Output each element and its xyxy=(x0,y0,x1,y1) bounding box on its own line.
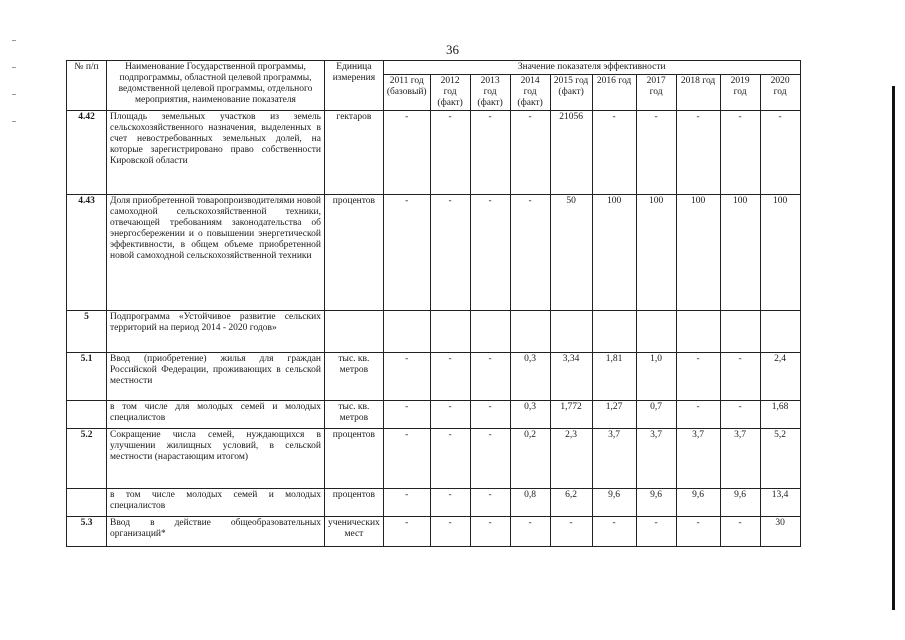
value-cell: - xyxy=(383,401,430,429)
value-cell: 13,4 xyxy=(760,489,800,517)
value-cell: - xyxy=(592,111,636,195)
value-cell: 0,2 xyxy=(510,429,550,489)
value-cell: - xyxy=(720,353,760,401)
value-cell: 100 xyxy=(760,195,800,311)
value-cell: - xyxy=(430,429,470,489)
value-cell: - xyxy=(470,401,510,429)
value-cell: - xyxy=(383,195,430,311)
header-year: 2015 год (факт) xyxy=(550,75,592,111)
row-number: 4.43 xyxy=(67,195,107,311)
unit: тыс. кв. метров xyxy=(325,353,384,401)
header-unit: Единица измерения xyxy=(325,61,384,111)
value-cell: - xyxy=(510,111,550,195)
table-row xyxy=(67,429,801,489)
value-cell: 50 xyxy=(550,195,592,311)
header-year: 2013 год (факт) xyxy=(470,75,510,111)
header-year: 2018 год xyxy=(676,75,720,111)
value-cell: 100 xyxy=(592,195,636,311)
value-cell: - xyxy=(550,517,592,547)
row-number: 4.42 xyxy=(67,111,107,195)
value-cell xyxy=(636,311,676,353)
value-cell: - xyxy=(676,517,720,547)
unit: ученических мест xyxy=(325,517,384,547)
indicator-name: Подпрограмма «Устойчивое развитие сельских территорий на период 2014 - 2020 годов» xyxy=(107,311,325,353)
value-cell xyxy=(470,311,510,353)
table-row xyxy=(67,111,801,195)
value-cell: 3,7 xyxy=(636,429,676,489)
value-cell: - xyxy=(430,517,470,547)
value-cell: - xyxy=(676,353,720,401)
margin-marks xyxy=(12,40,18,150)
value-cell: 3,7 xyxy=(592,429,636,489)
value-cell xyxy=(430,311,470,353)
value-cell: 100 xyxy=(720,195,760,311)
value-cell: - xyxy=(430,111,470,195)
value-cell: - xyxy=(383,517,430,547)
value-cell: - xyxy=(430,401,470,429)
value-cell: 3,7 xyxy=(720,429,760,489)
header-no: № п/п xyxy=(67,61,107,111)
unit: гектаров xyxy=(325,111,384,195)
value-cell: 0,8 xyxy=(510,489,550,517)
row-number: 5.3 xyxy=(67,517,107,547)
value-cell xyxy=(720,311,760,353)
value-cell: 3,7 xyxy=(676,429,720,489)
page-number: 36 xyxy=(446,42,459,57)
value-cell: - xyxy=(676,401,720,429)
table-row xyxy=(67,195,801,311)
header-year: 2011 год (базовый) xyxy=(383,75,430,111)
value-cell xyxy=(550,311,592,353)
header-row-1 xyxy=(67,61,801,75)
unit: тыс. кв. метров xyxy=(325,401,384,429)
indicator-name: Доля приобретенной товаропроизводителями новой самоходной сельскохозяйственной техники, отвечающей требованиям законодательства об энергосбережении и о повышении энергетической эффективности, в общем объеме приобретенной новой самоходной сельскохозяйственной техники xyxy=(107,195,325,311)
value-cell: - xyxy=(720,401,760,429)
table-row xyxy=(67,517,801,547)
value-cell: - xyxy=(592,517,636,547)
value-cell: 9,6 xyxy=(720,489,760,517)
value-cell: 5,2 xyxy=(760,429,800,489)
value-cell: 1,81 xyxy=(592,353,636,401)
value-cell: 6,2 xyxy=(550,489,592,517)
header-year: 2019 год xyxy=(720,75,760,111)
indicator-name: в том числе для молодых семей и молодых специалистов xyxy=(107,401,325,429)
unit: процентов xyxy=(325,195,384,311)
header-year: 2020 год xyxy=(760,75,800,111)
value-cell: - xyxy=(430,195,470,311)
value-cell: - xyxy=(720,517,760,547)
value-cell: - xyxy=(470,195,510,311)
value-cell: 30 xyxy=(760,517,800,547)
value-cell: 1,0 xyxy=(636,353,676,401)
value-cell: - xyxy=(470,111,510,195)
value-cell: 100 xyxy=(636,195,676,311)
table-row xyxy=(67,489,801,517)
header-year: 2012 год (факт) xyxy=(430,75,470,111)
row-number: 5.2 xyxy=(67,429,107,489)
table-row xyxy=(67,311,801,353)
header-name: Наименование Государственной программы, подпрограммы, областной целевой программы, ведомственной целевой программы, отдельного мероприятия, наименование показателя xyxy=(107,61,325,111)
value-cell: - xyxy=(383,429,430,489)
row-number: 5.1 xyxy=(67,353,107,401)
table-body xyxy=(67,111,801,547)
header-year: 2016 год xyxy=(592,75,636,111)
value-cell: - xyxy=(470,517,510,547)
value-cell: 0,3 xyxy=(510,401,550,429)
value-cell: - xyxy=(470,429,510,489)
value-cell: - xyxy=(470,489,510,517)
indicator-name: Сокращение числа семей, нуждающихся в улучшении жилищных условий, в сельской местности (нарастающим итогом) xyxy=(107,429,325,489)
value-cell: - xyxy=(383,353,430,401)
header-year: 2017 год xyxy=(636,75,676,111)
value-cell xyxy=(760,311,800,353)
indicator-name: Ввод в действие общеобразовательных организаций* xyxy=(107,517,325,547)
table-row xyxy=(67,401,801,429)
indicator-name: Площадь земельных участков из земель сельскохозяйственного назначения, выделенных в счет невостребованных земельных долей, на которые зарегистрировано право собственности Кировской области xyxy=(107,111,325,195)
value-cell: - xyxy=(510,517,550,547)
header-group: Значение показателя эффективности xyxy=(383,61,800,75)
indicators-table xyxy=(66,60,801,547)
value-cell: - xyxy=(760,111,800,195)
value-cell: 0,7 xyxy=(636,401,676,429)
value-cell: - xyxy=(720,111,760,195)
value-cell: - xyxy=(430,489,470,517)
header-year: 2014 год (факт) xyxy=(510,75,550,111)
value-cell: - xyxy=(383,111,430,195)
value-cell xyxy=(676,311,720,353)
value-cell: - xyxy=(383,489,430,517)
value-cell: - xyxy=(636,517,676,547)
indicator-name: в том числе молодых семей и молодых специалистов xyxy=(107,489,325,517)
indicator-name: Ввод (приобретение) жилья для граждан Российской Федерации, проживающих в сельской местности xyxy=(107,353,325,401)
value-cell: - xyxy=(636,111,676,195)
value-cell: - xyxy=(510,195,550,311)
value-cell: 100 xyxy=(676,195,720,311)
unit: процентов xyxy=(325,489,384,517)
value-cell xyxy=(510,311,550,353)
value-cell xyxy=(592,311,636,353)
value-cell: 0,3 xyxy=(510,353,550,401)
scan-edge-bar xyxy=(892,86,895,610)
value-cell: - xyxy=(470,353,510,401)
value-cell: 9,6 xyxy=(636,489,676,517)
value-cell: 2,4 xyxy=(760,353,800,401)
value-cell: 2,3 xyxy=(550,429,592,489)
row-number: 5 xyxy=(67,311,107,353)
value-cell: 9,6 xyxy=(592,489,636,517)
row-number xyxy=(67,401,107,429)
value-cell: 1,68 xyxy=(760,401,800,429)
unit: процентов xyxy=(325,429,384,489)
value-cell: 1,772 xyxy=(550,401,592,429)
row-number xyxy=(67,489,107,517)
unit xyxy=(325,311,384,353)
value-cell: - xyxy=(430,353,470,401)
value-cell: 21056 xyxy=(550,111,592,195)
value-cell: 9,6 xyxy=(676,489,720,517)
value-cell: 1,27 xyxy=(592,401,636,429)
value-cell: - xyxy=(676,111,720,195)
value-cell: 3,34 xyxy=(550,353,592,401)
value-cell xyxy=(383,311,430,353)
table-row xyxy=(67,353,801,401)
